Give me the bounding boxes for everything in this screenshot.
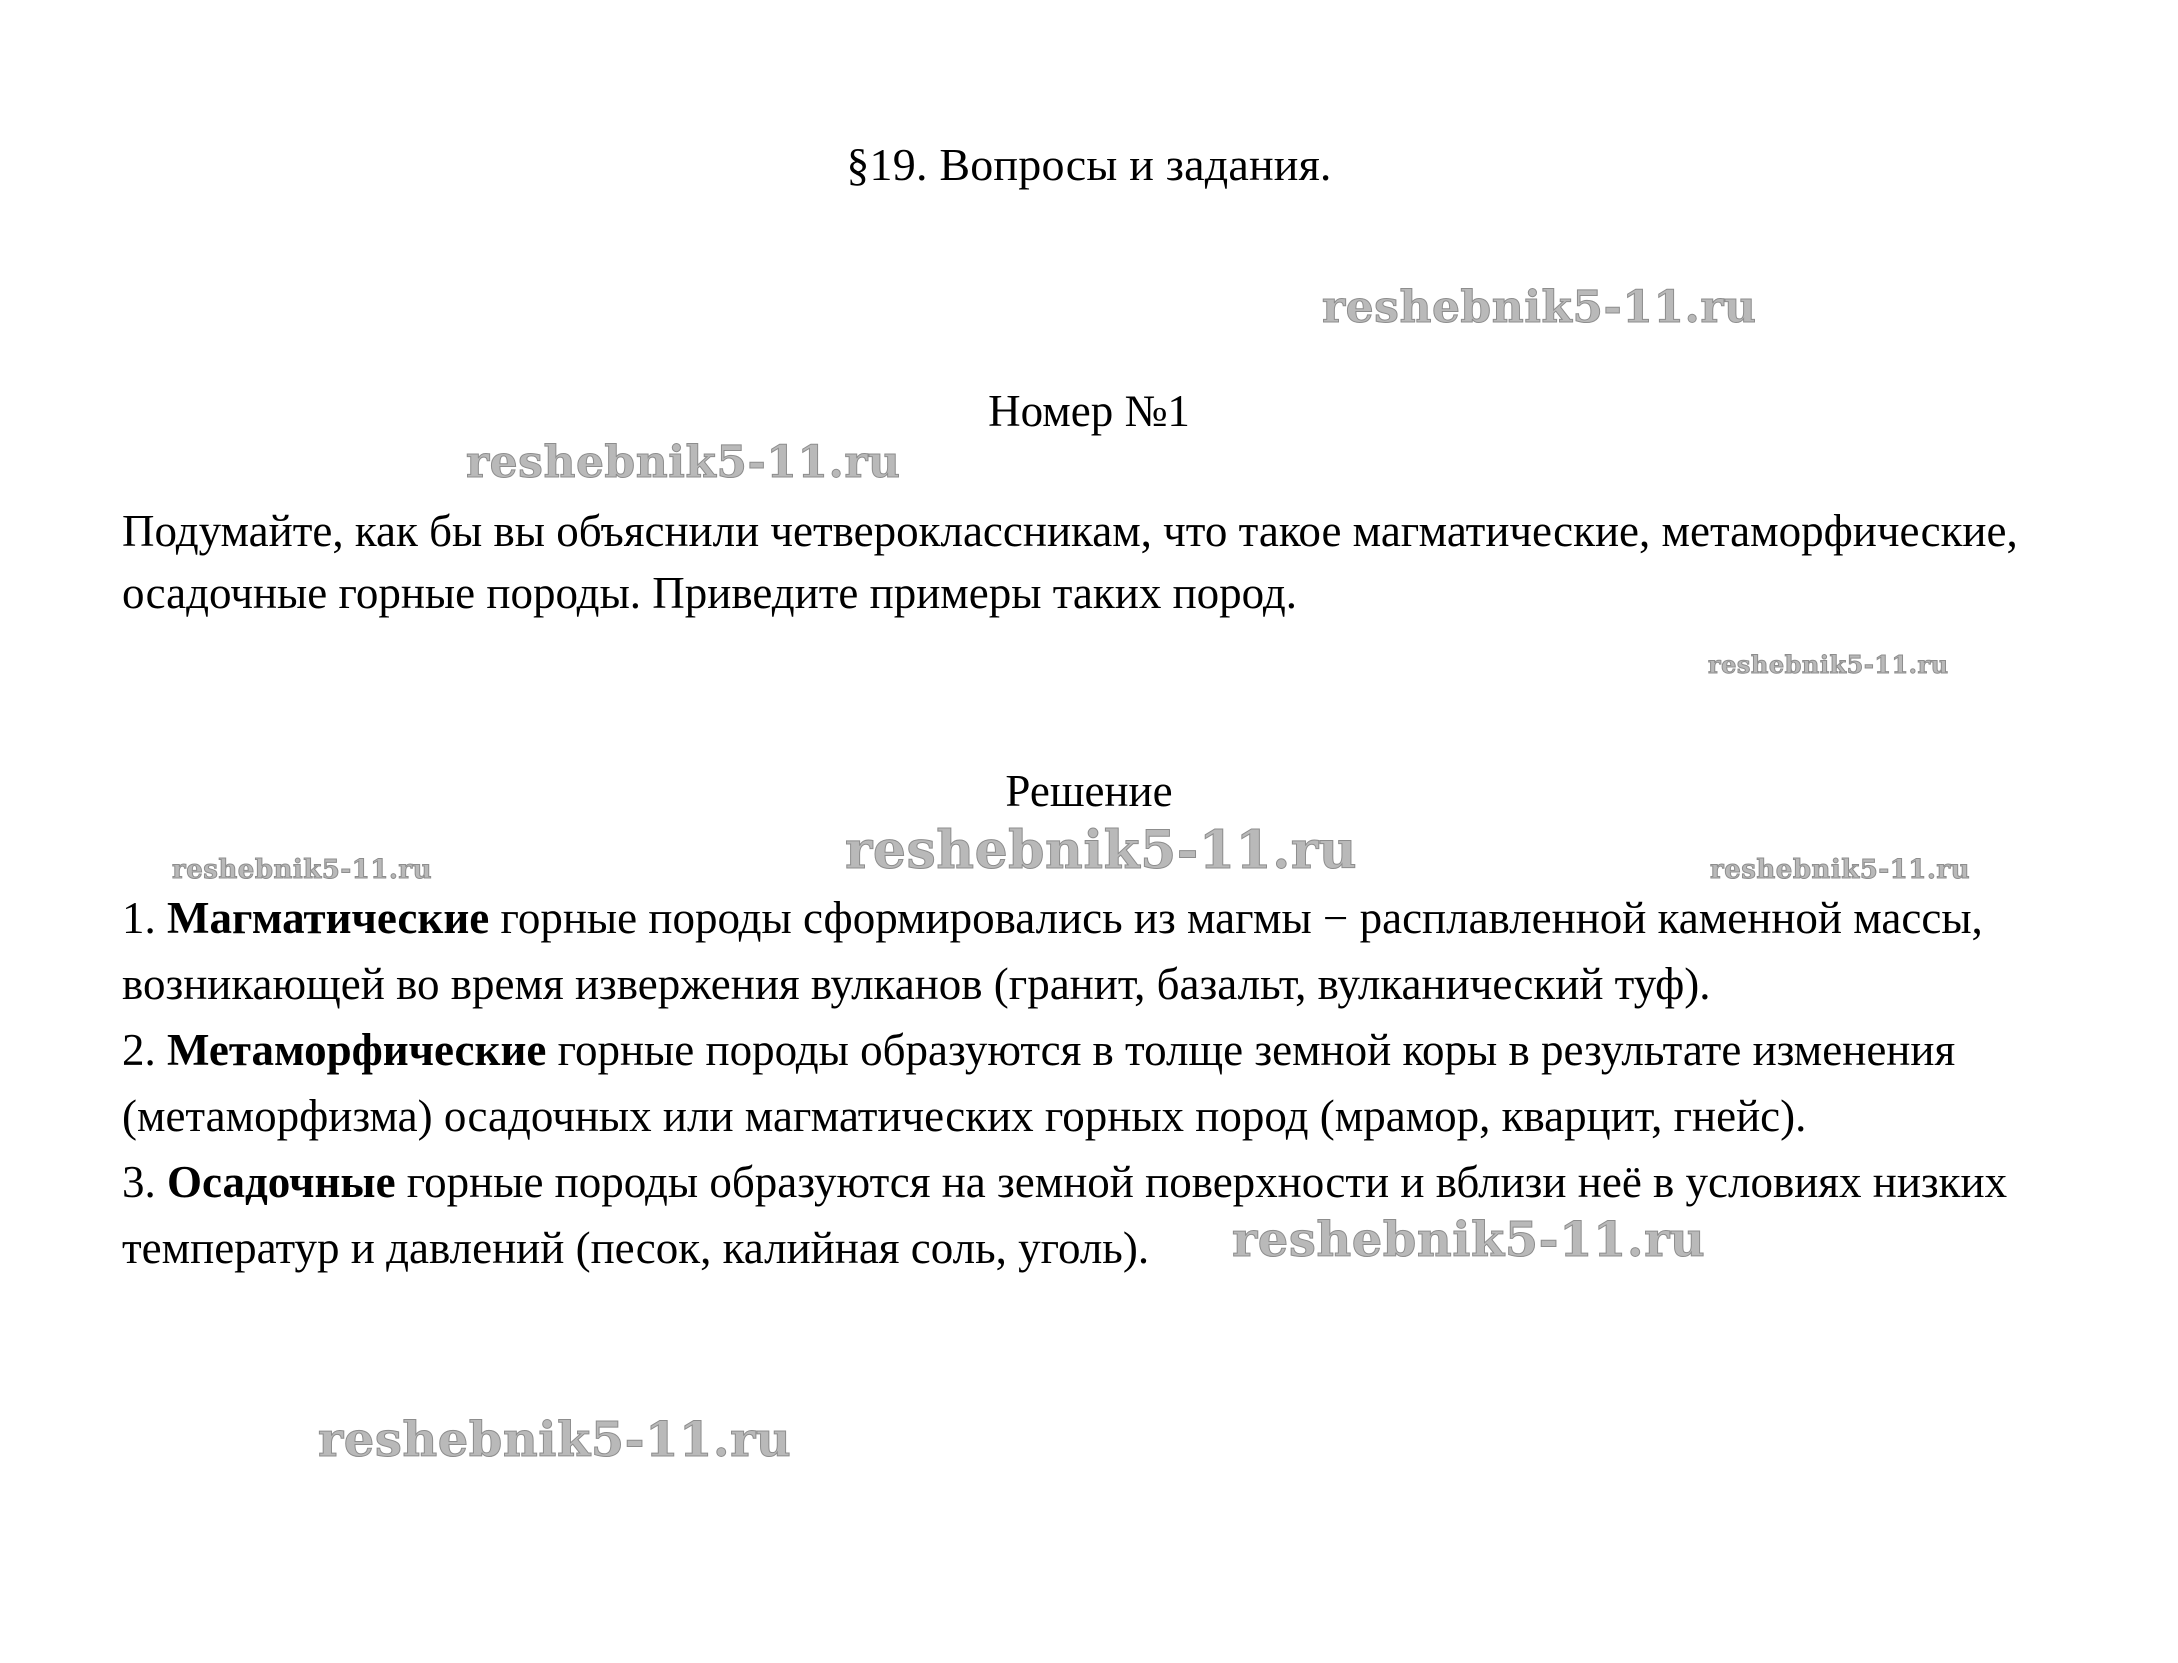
solution-item-term: Магматические — [167, 893, 490, 943]
solution-body — [122, 885, 2062, 1281]
task-number-heading: Номер №1 — [988, 386, 1190, 436]
solution-item-marker: 2. — [122, 1025, 156, 1075]
watermark: reshebnik5-11.ru — [1708, 650, 1949, 679]
solution-heading: Решение — [1005, 766, 1173, 816]
watermark: reshebnik5-11.ru — [318, 1412, 792, 1468]
watermark: reshebnik5-11.ru — [466, 437, 901, 488]
solution-item-marker: 3. — [122, 1157, 156, 1207]
solution-item-text: горные породы образуются на земной поверхности и вблизи неё в условиях низких температур и давлений (песок, калийная соль, уголь). — [122, 1157, 2008, 1273]
page-title: §19. Вопросы и задания. — [846, 139, 1332, 190]
watermark: reshebnik5-11.ru — [172, 855, 433, 885]
solution-item — [122, 885, 2062, 1017]
task-text: Подумайте, как бы вы объяснили четвероклассникам, что такое магматические, метаморфические, осадочные горные породы. Приведите примеры таких пород. — [122, 506, 2018, 618]
solution-item — [122, 1149, 2062, 1281]
solution-item-text: горные породы сформировались из магмы − расплавленной каменной массы, возникающей во время извержения вулканов (гранит, базальт, вулканический туф). — [122, 893, 1983, 1009]
watermark: reshebnik5-11.ru — [1322, 282, 1757, 333]
watermark: reshebnik5-11.ru — [1710, 855, 1971, 885]
watermark: reshebnik5-11.ru — [1232, 1212, 1706, 1268]
watermark: reshebnik5-11.ru — [845, 820, 1358, 881]
solution-item-term: Осадочные — [167, 1157, 396, 1207]
solution-item-term: Метаморфические — [167, 1025, 547, 1075]
solution-item-text: горные породы образуются в толще земной коры в результате изменения (метаморфизма) осадочных или магматических горных пород (мрамор, кварцит, гнейс). — [122, 1025, 1956, 1141]
solution-item-marker: 1. — [122, 893, 156, 943]
solution-item — [122, 1017, 2062, 1149]
